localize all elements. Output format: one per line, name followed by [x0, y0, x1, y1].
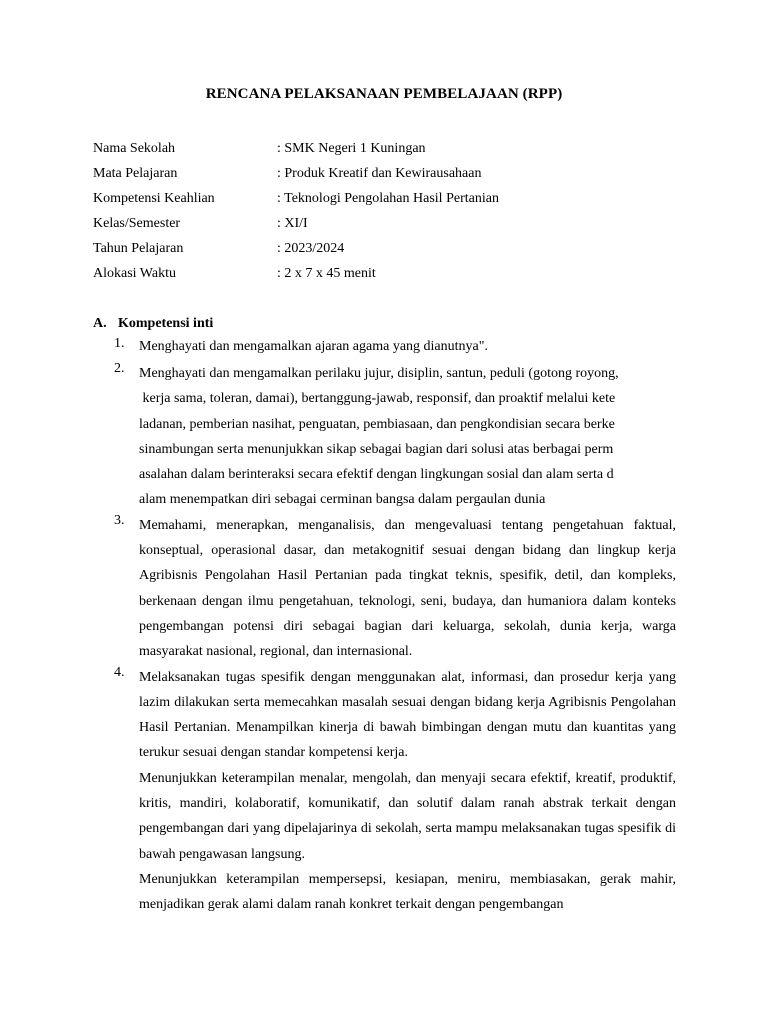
identity-label: Kelas/Semester — [93, 216, 181, 231]
section-heading — [93, 313, 213, 335]
list-item-paragraph: Menunjukkan keterampilan menalar, mengolah, dan menyaji secara efektif, kreatif, produktif, kritis, mandiri, kolaboratif, komunikatif, dan solutif dalam ranah abstrak terkait dengan pengembangan dari yang dipelajarinya di sekolah, serta mampu melaksanakan tugas spesifik di bawah pengawasan langsung. — [139, 770, 676, 862]
text-line: ladanan, pemberian nasihat, penguatan, pembiasaan, dan pengkondisian secara berke — [139, 416, 615, 432]
competency-list — [114, 336, 676, 918]
list-item-text: Melaksanakan tugas spesifik dengan menggunakan alat, informasi, dan prosedur kerja yang lazim dilakukan serta memecahkan masalah sesuai dengan bidang kerja Agribisnis Pengolahan Hasil Pertanian. Menampilkan kinerja di bawah bimbingan dengan mutu dan kuantitas yang terukur sesuai dengan standar kompetensi kerja. — [139, 669, 676, 761]
identity-label: Tahun Pelajaran — [93, 241, 184, 256]
list-item-number: 4. — [114, 664, 125, 680]
identity-row — [93, 236, 593, 261]
identity-label: Nama Sekolah — [93, 141, 176, 156]
list-item — [114, 361, 676, 513]
list-item — [114, 336, 676, 358]
identity-value: : Produk Kreatif dan Kewirausahaan — [277, 166, 482, 181]
identity-label: Alokasi Waktu — [93, 266, 176, 281]
identity-value: : 2 x 7 x 45 menit — [277, 266, 376, 281]
list-item-paragraph: Menunjukkan keterampilan mempersepsi, kesiapan, meniru, membiasakan, gerak mahir, menjadikan gerak alami dalam ranah konkret terkait dengan pengembangan — [139, 871, 676, 913]
identity-value: : Teknologi Pengolahan Hasil Pertanian — [277, 191, 499, 206]
list-item — [114, 513, 676, 665]
identity-value: : SMK Negeri 1 Kuningan — [277, 141, 426, 156]
identity-row — [93, 186, 593, 211]
identity-label: Mata Pelajaran — [93, 166, 178, 181]
list-item-number: 3. — [114, 512, 125, 528]
identity-table — [93, 136, 593, 286]
identity-row — [93, 211, 593, 236]
section-title: Kompetensi inti — [118, 316, 214, 331]
text-line: asalahan dalam berinteraksi secara efektif dengan lingkungan sosial dan alam serta d — [139, 467, 614, 483]
document-title: RENCANA PELAKSANAAN PEMBELAJAAN (RPP) — [205, 86, 563, 102]
list-item-text: Memahami, menerapkan, menganalisis, dan mengevaluasi tentang pengetahuan faktual, konseptual, operasional dasar, dan metakognitif sesuai dengan bidang dan lingkup kerja Agribisnis Pengolahan Hasil Pertanian pada tingkat teknis, spesifik, detil, dan kompleks, berkenaan dengan ilmu pengetahuan, teknologi, seni, budaya, dan humaniora dalam konteks pengembangan potensi diri sebagai bagian dari keluarga, sekolah, dunia kerja, warga masyarakat nasional, regional, dan internasional. — [139, 517, 676, 660]
list-item — [114, 665, 676, 918]
list-item-text — [139, 361, 676, 513]
text-line: Menghayati dan mengamalkan perilaku jujur, disiplin, santun, peduli (gotong royong, — [139, 366, 619, 381]
list-item-text: Menghayati dan mengamalkan ajaran agama yang dianutnya". — [139, 339, 488, 354]
identity-label: Kompetensi Keahlian — [93, 191, 215, 206]
text-line: kerja sama, toleran, damai), bertanggung-jawab, responsif, dan proaktif melalui kete — [139, 391, 616, 407]
identity-row — [93, 161, 593, 186]
identity-value: : 2023/2024 — [277, 241, 345, 256]
list-item-number: 2. — [114, 361, 125, 376]
identity-row — [93, 136, 593, 161]
list-item-number: 1. — [114, 336, 125, 351]
text-line: sinambungan serta menunjukkan sikap sebagai bagian dari solusi atas berbagai perm — [139, 441, 614, 457]
identity-row — [93, 261, 593, 286]
identity-value: : XI/I — [277, 216, 308, 231]
section-letter: A. — [93, 316, 107, 331]
text-line: alam menempatkan diri sebagai cerminan bangsa dalam pergaulan dunia — [139, 492, 546, 508]
